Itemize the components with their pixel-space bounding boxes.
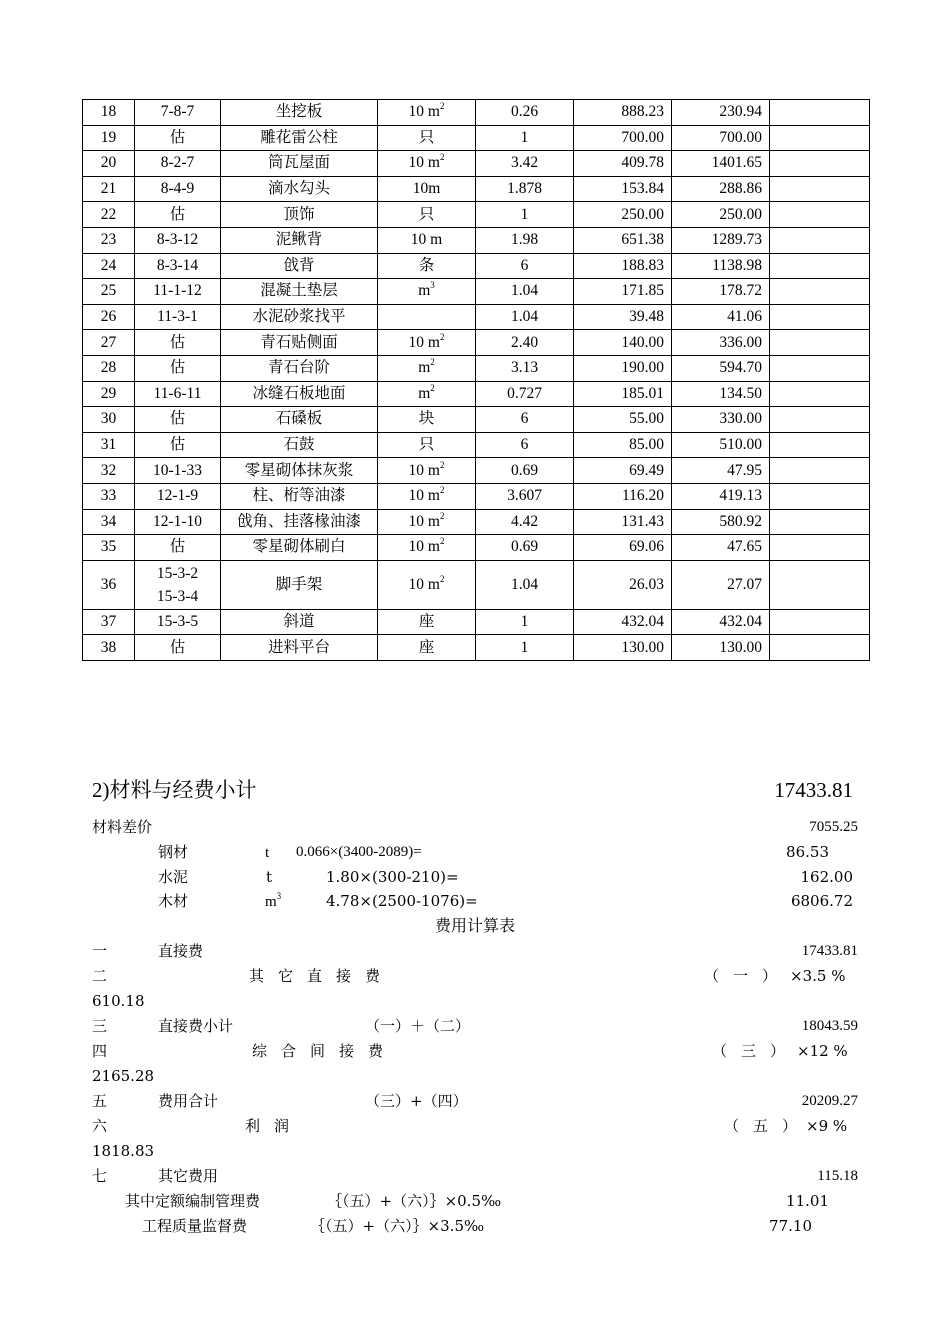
fee-value-5: 20209.27	[801, 1093, 858, 1109]
cell-no: 37	[83, 609, 135, 635]
cell-total: 41.06	[672, 304, 770, 330]
fee-value-1: 17433.81	[801, 943, 858, 959]
table-row	[83, 100, 870, 126]
cell-price: 69.06	[574, 535, 672, 561]
cell-price: 153.84	[574, 176, 672, 202]
material-value-steel: 86.53	[786, 843, 829, 861]
cell-no: 23	[83, 227, 135, 253]
cell-no: 35	[83, 535, 135, 561]
cell-price: 131.43	[574, 509, 672, 535]
cell-name: 斜道	[221, 609, 378, 635]
cell-price: 55.00	[574, 407, 672, 433]
sub-item-value-2: 77.10	[769, 1217, 812, 1235]
cell-no: 38	[83, 635, 135, 661]
cell-unit: 10 $m^2$	[378, 330, 476, 356]
sub-item-label-2: 工程质量监督费	[142, 1217, 248, 1235]
cell-no: 24	[83, 253, 135, 279]
cell-code: 11-1-12	[135, 279, 221, 305]
cell-qty: 3.607	[476, 483, 574, 509]
cell-remark	[770, 483, 870, 509]
fee-label-2: 其它直接费	[249, 967, 395, 985]
cell-no: 26	[83, 304, 135, 330]
table-row	[83, 458, 870, 484]
cell-unit: 只	[378, 432, 476, 458]
cell-remark	[770, 609, 870, 635]
cell-no: 28	[83, 355, 135, 381]
cell-code: 估	[135, 432, 221, 458]
table-row	[83, 227, 870, 253]
cell-total: 594.70	[672, 355, 770, 381]
cell-code: 8-4-9	[135, 176, 221, 202]
cell-qty: 1	[476, 125, 574, 151]
cell-code: 8-3-14	[135, 253, 221, 279]
cell-remark	[770, 432, 870, 458]
subtotal-value: 17433.81	[774, 778, 853, 802]
material-name-cement: 水泥	[158, 868, 189, 886]
cell-name: 脚手架	[221, 560, 378, 609]
cell-remark	[770, 458, 870, 484]
table-row	[83, 304, 870, 330]
cell-code: 估	[135, 125, 221, 151]
fee-label-1: 直接费	[158, 942, 204, 960]
table-row	[83, 635, 870, 661]
cell-code: 15-3-5	[135, 609, 221, 635]
cell-unit: 10 $m^2$	[378, 458, 476, 484]
cell-remark	[770, 227, 870, 253]
cell-qty: 1.98	[476, 227, 574, 253]
cell-total: 580.92	[672, 509, 770, 535]
cell-no: 19	[83, 125, 135, 151]
cell-price: 190.00	[574, 355, 672, 381]
cell-name: 水泥砂浆找平	[221, 304, 378, 330]
fee-value-3: 18043.59	[801, 1018, 858, 1034]
cell-qty: 3.13	[476, 355, 574, 381]
fee-idx-1: 一	[92, 942, 108, 960]
cell-price: 409.78	[574, 151, 672, 177]
cell-unit: 10m	[378, 176, 476, 202]
cell-no: 29	[83, 381, 135, 407]
cell-unit: 条	[378, 253, 476, 279]
cell-unit: 10 m	[378, 227, 476, 253]
cell-name: 戗背	[221, 253, 378, 279]
cell-code: 8-3-12	[135, 227, 221, 253]
cell-code: 10-1-33	[135, 458, 221, 484]
cell-unit: 10 $m^2$	[378, 151, 476, 177]
cell-total: 510.00	[672, 432, 770, 458]
fee-idx-4: 四	[92, 1042, 108, 1060]
cell-qty: 6	[476, 253, 574, 279]
cell-name: 混凝土垫层	[221, 279, 378, 305]
cell-code: 估	[135, 355, 221, 381]
fee-formula-a-4: （三）	[712, 1042, 800, 1060]
cell-qty: 3.42	[476, 151, 574, 177]
cell-total: 1138.98	[672, 253, 770, 279]
cell-total: 432.04	[672, 609, 770, 635]
cell-price: 130.00	[574, 635, 672, 661]
cell-code: 11-6-11	[135, 381, 221, 407]
cell-total: 130.00	[672, 635, 770, 661]
fee-table-title: 费用计算表	[434, 916, 515, 935]
cell-unit: 10 $m^2$	[378, 100, 476, 126]
cell-total: 1401.65	[672, 151, 770, 177]
cell-unit: 10 $m^2$	[378, 509, 476, 535]
material-name-timber: 木材	[158, 892, 189, 910]
cell-qty: 0.727	[476, 381, 574, 407]
cell-price: 140.00	[574, 330, 672, 356]
cell-code: 估	[135, 535, 221, 561]
material-formula-timber: 4.78×(2500-1076)=	[326, 892, 478, 910]
fee-idx-2: 二	[92, 967, 108, 985]
cell-qty: 0.69	[476, 458, 574, 484]
cell-no: 32	[83, 458, 135, 484]
fee-formula-b-4: ×12 %	[797, 1042, 848, 1060]
cell-total: 47.95	[672, 458, 770, 484]
cell-qty: 1	[476, 609, 574, 635]
cell-price: 185.01	[574, 381, 672, 407]
cell-name: 筒瓦屋面	[221, 151, 378, 177]
cell-remark	[770, 635, 870, 661]
cell-no: 30	[83, 407, 135, 433]
cell-remark	[770, 535, 870, 561]
cell-total: 288.86	[672, 176, 770, 202]
cell-name: 顶饰	[221, 202, 378, 228]
cell-price: 171.85	[574, 279, 672, 305]
table-row	[83, 509, 870, 535]
cell-total: 419.13	[672, 483, 770, 509]
table-row	[83, 355, 870, 381]
fee-value-7: 115.18	[817, 1168, 858, 1184]
cell-remark	[770, 509, 870, 535]
cell-name: 戗角、挂落椽油漆	[221, 509, 378, 535]
cell-name: 滴水勾头	[221, 176, 378, 202]
cell-price: 700.00	[574, 125, 672, 151]
cell-unit: 座	[378, 635, 476, 661]
material-diff-label: 材料差价	[92, 818, 153, 836]
sub-item-label-1: 其中定额编制管理费	[125, 1192, 261, 1210]
cell-unit: 只	[378, 125, 476, 151]
fee-label-6: 利润	[245, 1117, 304, 1135]
cell-qty: 1.04	[476, 560, 574, 609]
quota-table	[82, 99, 870, 661]
cell-no: 20	[83, 151, 135, 177]
fee-formula-a-6: （五）	[724, 1117, 812, 1135]
cell-price: 39.48	[574, 304, 672, 330]
cell-total: 250.00	[672, 202, 770, 228]
cell-remark	[770, 330, 870, 356]
sub-item-formula-2: ｛（五）+（六）｝×3.5‰	[310, 1217, 485, 1235]
material-unit-cement: t	[266, 868, 273, 886]
cell-qty: 1	[476, 635, 574, 661]
table-row	[83, 407, 870, 433]
subtotal-label: 2)材料与经费小计	[92, 778, 257, 802]
cell-no: 36	[83, 560, 135, 609]
cell-code: 估	[135, 202, 221, 228]
fee-formula-a-2: （一）	[704, 967, 792, 985]
cell-qty: 1.04	[476, 279, 574, 305]
cell-unit: $m^3$	[378, 279, 476, 305]
fee-idx-3: 三	[92, 1017, 108, 1035]
cell-code: 15-3-2 15-3-4	[135, 560, 221, 609]
fee-formula-3: （一）＋（二）	[365, 1017, 471, 1035]
cell-code: 12-1-9	[135, 483, 221, 509]
cell-price: 432.04	[574, 609, 672, 635]
cell-remark	[770, 151, 870, 177]
table-row	[83, 330, 870, 356]
cell-code: 估	[135, 407, 221, 433]
cell-unit: 座	[378, 609, 476, 635]
fee-value-6: 1818.83	[92, 1142, 155, 1160]
fee-value-4: 2165.28	[92, 1067, 155, 1085]
fee-label-5: 费用合计	[158, 1092, 219, 1110]
cell-price: 188.83	[574, 253, 672, 279]
cell-name: 石磉板	[221, 407, 378, 433]
cell-name: 进料平台	[221, 635, 378, 661]
fee-value-2: 610.18	[92, 992, 145, 1010]
cell-code: 8-2-7	[135, 151, 221, 177]
table-row	[83, 609, 870, 635]
cell-remark	[770, 355, 870, 381]
table-row	[83, 202, 870, 228]
cell-unit: $m^2$	[378, 381, 476, 407]
cell-name: 零星砌体抹灰浆	[221, 458, 378, 484]
cell-unit: $m^2$	[378, 355, 476, 381]
fee-idx-5: 五	[92, 1092, 108, 1110]
cell-remark	[770, 304, 870, 330]
table-row	[83, 432, 870, 458]
cell-name: 泥鳅背	[221, 227, 378, 253]
cell-no: 34	[83, 509, 135, 535]
quota-table-body	[83, 100, 870, 661]
cell-qty: 0.69	[476, 535, 574, 561]
cell-code: 7-8-7	[135, 100, 221, 126]
cell-no: 21	[83, 176, 135, 202]
cell-remark	[770, 560, 870, 609]
cell-total: 27.07	[672, 560, 770, 609]
material-formula-cement: 1.80×(300-210)=	[326, 868, 459, 886]
cell-no: 31	[83, 432, 135, 458]
cell-total: 230.94	[672, 100, 770, 126]
cell-name: 青石贴侧面	[221, 330, 378, 356]
cell-remark	[770, 279, 870, 305]
fee-label-7: 其它费用	[158, 1167, 219, 1185]
cell-qty: 1	[476, 202, 574, 228]
cell-code: 12-1-10	[135, 509, 221, 535]
cell-no: 25	[83, 279, 135, 305]
cell-qty: 6	[476, 407, 574, 433]
material-name-steel: 钢材	[158, 843, 189, 861]
table-row	[83, 253, 870, 279]
cell-remark	[770, 202, 870, 228]
cell-qty: 0.26	[476, 100, 574, 126]
cell-name: 青石台阶	[221, 355, 378, 381]
fee-idx-7: 七	[92, 1167, 108, 1185]
cell-total: 336.00	[672, 330, 770, 356]
table-row	[83, 125, 870, 151]
cell-no: 18	[83, 100, 135, 126]
cell-name: 坐挖板	[221, 100, 378, 126]
cell-total: 134.50	[672, 381, 770, 407]
cell-qty: 6	[476, 432, 574, 458]
cell-qty: 2.40	[476, 330, 574, 356]
fee-label-4: 综合间接费	[252, 1042, 398, 1060]
cell-remark	[770, 176, 870, 202]
cell-qty: 1.878	[476, 176, 574, 202]
cell-total: 178.72	[672, 279, 770, 305]
fee-label-3: 直接费小计	[158, 1017, 234, 1035]
cell-name: 冰缝石板地面	[221, 381, 378, 407]
cell-remark	[770, 253, 870, 279]
cell-remark	[770, 125, 870, 151]
cell-price: 85.00	[574, 432, 672, 458]
material-unit-timber: $m^3$	[265, 891, 282, 910]
material-unit-steel: t	[265, 845, 270, 861]
table-row	[83, 151, 870, 177]
cell-remark	[770, 407, 870, 433]
sub-item-value-1: 11.01	[786, 1192, 829, 1210]
fee-formula-b-2: ×3.5 %	[790, 967, 846, 985]
cell-price: 116.20	[574, 483, 672, 509]
cell-total: 47.65	[672, 535, 770, 561]
cell-name: 柱、桁等油漆	[221, 483, 378, 509]
cell-code: 估	[135, 330, 221, 356]
cell-unit: 10 $m^2$	[378, 483, 476, 509]
table-row	[83, 176, 870, 202]
fee-idx-6: 六	[92, 1117, 108, 1135]
cell-total: 700.00	[672, 125, 770, 151]
cell-price: 651.38	[574, 227, 672, 253]
cell-no: 22	[83, 202, 135, 228]
cell-code: 估	[135, 635, 221, 661]
cell-unit: 只	[378, 202, 476, 228]
cell-qty: 4.42	[476, 509, 574, 535]
cell-total: 1289.73	[672, 227, 770, 253]
cell-unit: 10 $m^2$	[378, 560, 476, 609]
cell-name: 零星砌体刷白	[221, 535, 378, 561]
sub-item-formula-1: ｛（五）+（六）｝×0.5‰	[327, 1192, 502, 1210]
cell-unit: 块	[378, 407, 476, 433]
cell-remark	[770, 100, 870, 126]
material-value-timber: 6806.72	[790, 892, 853, 910]
cell-no: 33	[83, 483, 135, 509]
material-formula-steel: 0.066×(3400-2089)=	[296, 844, 422, 860]
cell-price: 250.00	[574, 202, 672, 228]
table-row	[83, 279, 870, 305]
cell-total: 330.00	[672, 407, 770, 433]
cell-unit	[378, 304, 476, 330]
cell-qty: 1.04	[476, 304, 574, 330]
cell-code: 11-3-1	[135, 304, 221, 330]
table-row	[83, 560, 870, 609]
table-row	[83, 381, 870, 407]
cell-price: 888.23	[574, 100, 672, 126]
cell-no: 27	[83, 330, 135, 356]
table-row	[83, 535, 870, 561]
cell-name: 雕花雷公柱	[221, 125, 378, 151]
fee-formula-5: （三）+（四）	[365, 1092, 468, 1110]
cell-remark	[770, 381, 870, 407]
cell-price: 69.49	[574, 458, 672, 484]
cell-name: 石鼓	[221, 432, 378, 458]
fee-formula-b-6: ×9 %	[806, 1117, 848, 1135]
cell-unit: 10 $m^2$	[378, 535, 476, 561]
material-value-cement: 162.00	[800, 868, 853, 886]
cell-price: 26.03	[574, 560, 672, 609]
table-row	[83, 483, 870, 509]
material-diff-value: 7055.25	[809, 819, 858, 835]
